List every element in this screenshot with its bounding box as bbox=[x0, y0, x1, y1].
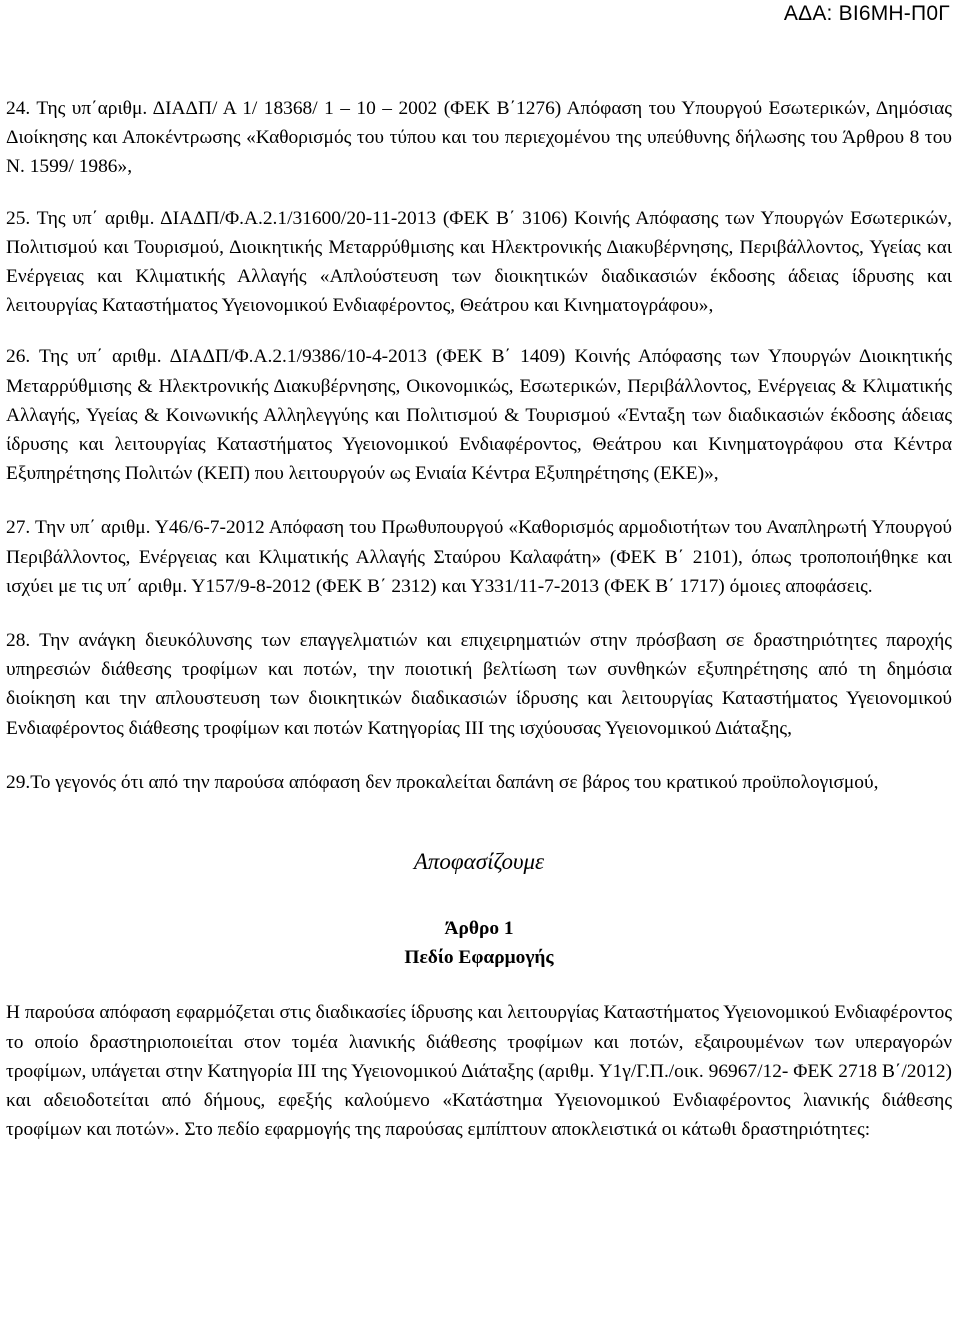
article-subtitle: Πεδίο Εφαρμογής bbox=[404, 947, 554, 969]
paragraph-25: 25. Της υπ΄ αριθμ. ΔΙΑΔΠ/Φ.Α.2.1/31600/20-11-2013 (ΦΕΚ Β΄ 3106) Κοινής Απόφασης των Υπουργών Εσωτερικών, Πολιτισμού και Τουρισμού, Διοικητικής Μεταρρύθμισης και Ηλεκτρονικής Διακυβέρνησης, Περιβάλλοντος, Υγείας και Ενέργειας και Κλιματικής Αλλαγής «Απλούστευση των διοικητικών διαδικασιών έκδοσης άδειας ίδρυσης και λειτουργίας Καταστήματος Υγειονομικού Ενδιαφέροντος, Θεάτρου και Κινηματογράφου», bbox=[6, 207, 952, 317]
article-body: Η παρούσα απόφαση εφαρμόζεται στις διαδικασίες ίδρυσης και λειτουργίας Καταστήματος Υγειονομικού Ενδιαφέροντος το οποίο δραστηριοποιείται στον τομέα λιανικής διάθεσης τροφίμων και ποτών, εξαιρουμένων των υπεραγορών τροφίμων, υπάγεται στην Κατηγορία ΙΙΙ της Υγειονομικού Διάταξης (αριθμ. Υ1γ/Γ.Π./οικ. 96967/12- ΦΕΚ 2718 Β΄/2012) και αδειοδοτείται από δήμους, εφεξής καλούμενο «Κατάστημα Υγειονομικού Ενδιαφέροντος λιανικής διάθεσης τροφίμων και ποτών». Στο πεδίο εφαρμογής της παρούσας εμπίπτουν αποκλειστικά οι κάτωθι δραστηριότητες: bbox=[6, 1002, 952, 1141]
document-body bbox=[6, 94, 952, 1144]
paragraph-24: 24. Της υπ΄αριθμ. ΔΙΑΔΠ/ Α 1/ 18368/ 1 – 10 – 2002 (ΦΕΚ Β΄1276) Απόφαση του Υπουργού Εσωτερικών, Δημόσιας Διοίκησης και Αποκέντρωσης «Καθορισμός του τύπου και του περιεχομένου της υπεύθυνης δήλωσης του Άρθρου 8 του Ν. 1599/ 1986», bbox=[6, 98, 952, 178]
article-title: Άρθρο 1 bbox=[444, 918, 514, 940]
decision-heading: Αποφασίζουμε bbox=[413, 849, 545, 875]
ada-identifier: ΑΔΑ: ΒΙ6ΜΗ-Π0Γ bbox=[783, 2, 950, 25]
paragraph-29: 29.Το γεγονός ότι από την παρούσα απόφαση δεν προκαλείται δαπάνη σε βάρος του κρατικού προϋπολογισμού, bbox=[6, 771, 879, 793]
paragraph-28: 28. Την ανάγκη διευκόλυνσης των επαγγελματιών και επιχειρηματιών στην πρόσβαση σε δραστηριότητες παροχής υπηρεσιών διάθεσης τροφίμων και ποτών, την ποιοτική βελτίωση των συνθηκών εξυπηρέτησης από τη δημόσια διοίκηση και την απλουστευση των διοικητικών διαδικασιών ίδρυσης και λειτουργίας Καταστήματος Υγειονομικού Ενδιαφέροντος διάθεσης τροφίμων και ποτών Κατηγορίας ΙΙΙ της ισχύουσας Υγειονομικού Διάταξης, bbox=[6, 630, 952, 739]
paragraph-27: 27. Την υπ΄ αριθμ. Υ46/6-7-2012 Απόφαση του Πρωθυπουργού «Καθορισμός αρμοδιοτήτων του Αναπληρωτή Υπουργού Περιβάλλοντος, Ενέργειας και Κλιματικής Αλλαγής Σταύρου Καλαφάτη» (ΦΕΚ Β΄ 2101), όπως τροποποιήθηκε και ισχύει με τις υπ΄ αριθμ. Υ157/9-8-2012 (ΦΕΚ Β΄ 2312) και Υ331/11-7-2013 (ΦΕΚ Β΄ 1717) όμοιες αποφάσεις. bbox=[6, 517, 952, 597]
paragraph-26: 26. Της υπ΄ αριθμ. ΔΙΑΔΠ/Φ.Α.2.1/9386/10-4-2013 (ΦΕΚ Β΄ 1409) Κοινής Απόφασης των Υπουργών Διοικητικής Μεταρρύθμισης & Ηλεκτρονικής Διακυβέρνησης, Οικονομικώς, Εσωτερικών, Περιβάλλοντος, Ενέργειας & Κλιματικής Αλλαγής, Υγείας & Κοινωνικής Αλληλεγγύης και Πολιτισμού & Τουρισμού «Ένταξη των διαδικασιών έκδοσης άδειας ίδρυσης και λειτουργίας Καταστήματος Υγειονομικού Ενδιαφέροντος, Θεάτρου και Κινηματογράφου στα Κέντρα Εξυπηρέτησης Πολιτών (ΚΕΠ) που λειτουργούν ως Ενιαία Κέντρα Εξυπηρέτησης (ΕΚΕ)», bbox=[6, 346, 952, 485]
